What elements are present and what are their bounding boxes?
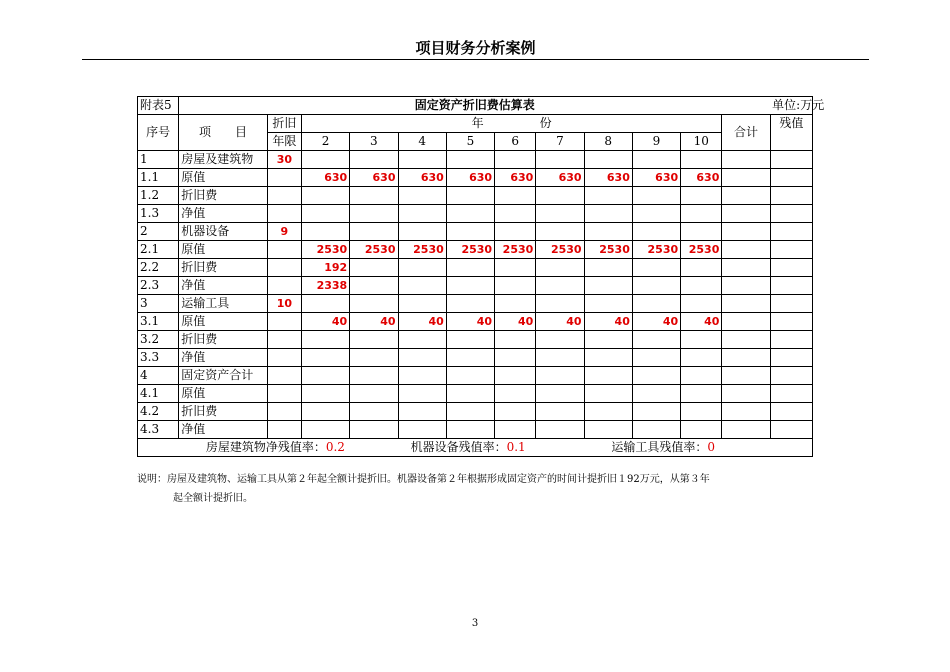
year-value-cell bbox=[495, 349, 536, 367]
year-value-cell bbox=[446, 295, 494, 313]
year-value-cell: 630 bbox=[446, 169, 494, 187]
year-value-cell bbox=[301, 151, 349, 169]
row-item: 折旧费 bbox=[179, 331, 268, 349]
year-value-cell bbox=[446, 259, 494, 277]
table-row bbox=[138, 313, 813, 331]
year-header-char-2: 份 bbox=[539, 116, 552, 130]
year-col-header: 7 bbox=[536, 133, 584, 151]
year-value-cell bbox=[398, 151, 446, 169]
year-value-cell bbox=[584, 205, 632, 223]
row-life bbox=[267, 331, 301, 349]
table-row bbox=[138, 277, 813, 295]
year-value-cell bbox=[584, 187, 632, 205]
residual-cell bbox=[770, 259, 812, 277]
residual-cell bbox=[770, 403, 812, 421]
year-value-cell bbox=[536, 403, 584, 421]
year-value-cell bbox=[495, 367, 536, 385]
year-col-header: 9 bbox=[632, 133, 680, 151]
year-value-cell bbox=[681, 259, 722, 277]
year-value-cell bbox=[398, 295, 446, 313]
row-life bbox=[267, 313, 301, 331]
life-header-bottom: 年限 bbox=[267, 133, 301, 151]
row-item: 原值 bbox=[179, 385, 268, 403]
seq-header: 序号 bbox=[138, 115, 179, 151]
year-value-cell bbox=[495, 151, 536, 169]
building-rate-value: 0.2 bbox=[325, 440, 345, 454]
year-value-cell bbox=[446, 277, 494, 295]
year-value-cell bbox=[632, 205, 680, 223]
year-value-cell bbox=[398, 205, 446, 223]
year-value-cell bbox=[584, 367, 632, 385]
row-seq: 4 bbox=[138, 367, 179, 385]
year-value-cell bbox=[446, 151, 494, 169]
row-item: 折旧费 bbox=[179, 187, 268, 205]
year-value-cell bbox=[398, 367, 446, 385]
year-value-cell bbox=[536, 205, 584, 223]
year-value-cell bbox=[350, 187, 398, 205]
year-value-cell bbox=[681, 151, 722, 169]
table-row bbox=[138, 223, 813, 241]
row-life bbox=[267, 421, 301, 439]
residual-cell bbox=[770, 223, 812, 241]
row-life bbox=[267, 277, 301, 295]
year-value-cell bbox=[536, 187, 584, 205]
year-value-cell bbox=[681, 295, 722, 313]
year-value-cell bbox=[584, 151, 632, 169]
year-value-cell: 630 bbox=[301, 169, 349, 187]
year-value-cell bbox=[301, 403, 349, 421]
year-value-cell: 630 bbox=[584, 169, 632, 187]
row-seq: 3.3 bbox=[138, 349, 179, 367]
total-cell bbox=[722, 367, 770, 385]
year-col-header: 3 bbox=[350, 133, 398, 151]
year-value-cell bbox=[350, 367, 398, 385]
year-value-cell bbox=[584, 403, 632, 421]
table-row bbox=[138, 349, 813, 367]
year-value-cell bbox=[446, 331, 494, 349]
year-value-cell: 2530 bbox=[681, 241, 722, 259]
machine-rate-value: 0.1 bbox=[506, 440, 526, 454]
transport-rate-label: 运输工具残值率： bbox=[611, 440, 708, 454]
year-value-cell bbox=[632, 151, 680, 169]
year-value-cell bbox=[350, 277, 398, 295]
table-title: 固定资产折旧费估算表 bbox=[179, 97, 770, 115]
table-row bbox=[138, 241, 813, 259]
table-row bbox=[138, 331, 813, 349]
row-seq: 4.1 bbox=[138, 385, 179, 403]
year-value-cell bbox=[495, 295, 536, 313]
total-cell bbox=[722, 151, 770, 169]
year-value-cell bbox=[681, 403, 722, 421]
year-header bbox=[301, 115, 721, 133]
total-cell bbox=[722, 313, 770, 331]
year-value-cell: 2338 bbox=[301, 277, 349, 295]
year-value-cell bbox=[681, 277, 722, 295]
residual-cell bbox=[770, 205, 812, 223]
year-value-cell bbox=[632, 277, 680, 295]
row-item: 固定资产合计 bbox=[179, 367, 268, 385]
row-item: 运输工具 bbox=[179, 295, 268, 313]
year-value-cell bbox=[301, 223, 349, 241]
row-seq: 4.3 bbox=[138, 421, 179, 439]
year-value-cell bbox=[584, 277, 632, 295]
total-cell bbox=[722, 205, 770, 223]
row-seq: 1 bbox=[138, 151, 179, 169]
header-row-1 bbox=[138, 115, 813, 133]
note-line-2: 起全额计提折旧。 bbox=[173, 493, 253, 504]
row-life bbox=[267, 241, 301, 259]
total-cell bbox=[722, 295, 770, 313]
row-item: 净值 bbox=[179, 277, 268, 295]
year-col-header: 5 bbox=[446, 133, 494, 151]
residual-rate-footer bbox=[138, 439, 813, 457]
year-value-cell bbox=[495, 421, 536, 439]
year-value-cell bbox=[632, 403, 680, 421]
year-value-cell bbox=[350, 421, 398, 439]
year-value-cell: 2530 bbox=[495, 241, 536, 259]
residual-cell bbox=[770, 421, 812, 439]
year-value-cell bbox=[446, 385, 494, 403]
total-cell bbox=[722, 187, 770, 205]
year-value-cell bbox=[681, 205, 722, 223]
year-value-cell bbox=[398, 421, 446, 439]
row-life bbox=[267, 187, 301, 205]
year-value-cell bbox=[301, 367, 349, 385]
year-value-cell bbox=[584, 295, 632, 313]
footer-row bbox=[138, 439, 813, 457]
year-value-cell bbox=[681, 331, 722, 349]
row-item: 净值 bbox=[179, 349, 268, 367]
table-row bbox=[138, 403, 813, 421]
machine-rate-label: 机器设备残值率： bbox=[410, 440, 507, 454]
row-seq: 2.3 bbox=[138, 277, 179, 295]
year-value-cell bbox=[632, 259, 680, 277]
row-item: 折旧费 bbox=[179, 403, 268, 421]
row-life: 30 bbox=[267, 151, 301, 169]
note-line-1: 说明：房屋及建筑物、运输工具从第２年起全额计提折旧。机器设备第２年根据形成固定资产的时间计提折旧１92万元，从第３年 bbox=[137, 474, 710, 485]
year-value-cell bbox=[584, 331, 632, 349]
table-row bbox=[138, 421, 813, 439]
table-row bbox=[138, 367, 813, 385]
year-col-header: 8 bbox=[584, 133, 632, 151]
row-life bbox=[267, 259, 301, 277]
year-value-cell bbox=[398, 187, 446, 205]
row-item: 原值 bbox=[179, 241, 268, 259]
row-seq: 3.2 bbox=[138, 331, 179, 349]
row-seq: 2.1 bbox=[138, 241, 179, 259]
year-value-cell bbox=[398, 331, 446, 349]
residual-cell bbox=[770, 277, 812, 295]
row-seq: 4.2 bbox=[138, 403, 179, 421]
header-rule bbox=[82, 59, 869, 60]
year-value-cell: 40 bbox=[495, 313, 536, 331]
year-value-cell bbox=[350, 223, 398, 241]
year-value-cell: 2530 bbox=[536, 241, 584, 259]
row-item: 折旧费 bbox=[179, 259, 268, 277]
year-value-cell bbox=[584, 349, 632, 367]
year-value-cell bbox=[632, 223, 680, 241]
row-seq: 1.1 bbox=[138, 169, 179, 187]
year-value-cell bbox=[495, 403, 536, 421]
year-header-char-1: 年 bbox=[471, 116, 484, 130]
residual-cell bbox=[770, 169, 812, 187]
year-value-cell bbox=[536, 259, 584, 277]
residual-cell bbox=[770, 187, 812, 205]
year-value-cell bbox=[495, 187, 536, 205]
year-value-cell bbox=[350, 385, 398, 403]
year-value-cell bbox=[536, 385, 584, 403]
year-value-cell: 630 bbox=[495, 169, 536, 187]
row-life bbox=[267, 169, 301, 187]
year-value-cell bbox=[584, 421, 632, 439]
year-value-cell bbox=[536, 151, 584, 169]
total-cell bbox=[722, 241, 770, 259]
table-row bbox=[138, 295, 813, 313]
row-life bbox=[267, 385, 301, 403]
year-value-cell bbox=[536, 331, 584, 349]
row-item: 原值 bbox=[179, 169, 268, 187]
year-value-cell bbox=[495, 259, 536, 277]
total-cell bbox=[722, 277, 770, 295]
year-value-cell bbox=[536, 367, 584, 385]
year-value-cell bbox=[350, 295, 398, 313]
residual-cell bbox=[770, 151, 812, 169]
year-value-cell bbox=[350, 403, 398, 421]
year-value-cell bbox=[536, 349, 584, 367]
row-seq: 1.2 bbox=[138, 187, 179, 205]
year-value-cell: 630 bbox=[350, 169, 398, 187]
total-cell bbox=[722, 421, 770, 439]
year-value-cell bbox=[495, 277, 536, 295]
total-cell bbox=[722, 403, 770, 421]
year-value-cell bbox=[398, 277, 446, 295]
year-value-cell bbox=[446, 403, 494, 421]
year-value-cell bbox=[350, 259, 398, 277]
year-col-header: 4 bbox=[398, 133, 446, 151]
year-value-cell bbox=[446, 349, 494, 367]
total-cell bbox=[722, 259, 770, 277]
residual-cell bbox=[770, 295, 812, 313]
year-value-cell bbox=[301, 331, 349, 349]
year-value-cell bbox=[632, 367, 680, 385]
item-header: 项 目 bbox=[179, 115, 268, 151]
row-seq: 3 bbox=[138, 295, 179, 313]
year-value-cell: 40 bbox=[632, 313, 680, 331]
year-value-cell bbox=[398, 403, 446, 421]
year-value-cell: 192 bbox=[301, 259, 349, 277]
row-item: 原值 bbox=[179, 313, 268, 331]
table-row bbox=[138, 205, 813, 223]
row-seq: 3.1 bbox=[138, 313, 179, 331]
residual-cell bbox=[770, 313, 812, 331]
year-value-cell bbox=[536, 223, 584, 241]
residual-header: 残值 bbox=[770, 115, 812, 151]
year-value-cell: 2530 bbox=[398, 241, 446, 259]
year-value-cell bbox=[350, 205, 398, 223]
year-value-cell bbox=[632, 187, 680, 205]
year-value-cell: 40 bbox=[681, 313, 722, 331]
year-value-cell bbox=[681, 385, 722, 403]
year-value-cell bbox=[584, 223, 632, 241]
page-header-title: 项目财务分析案例 bbox=[415, 39, 536, 57]
row-life bbox=[267, 403, 301, 421]
year-col-header: 2 bbox=[301, 133, 349, 151]
year-value-cell bbox=[446, 187, 494, 205]
year-value-cell bbox=[301, 385, 349, 403]
residual-cell bbox=[770, 385, 812, 403]
year-value-cell bbox=[350, 349, 398, 367]
year-value-cell bbox=[350, 331, 398, 349]
year-value-cell bbox=[495, 331, 536, 349]
residual-cell bbox=[770, 331, 812, 349]
year-value-cell bbox=[632, 385, 680, 403]
year-value-cell: 2530 bbox=[446, 241, 494, 259]
year-value-cell bbox=[584, 259, 632, 277]
total-cell bbox=[722, 169, 770, 187]
year-value-cell bbox=[632, 295, 680, 313]
year-value-cell bbox=[495, 223, 536, 241]
life-header-top: 折旧 bbox=[267, 115, 301, 133]
row-seq: 2.2 bbox=[138, 259, 179, 277]
year-value-cell bbox=[681, 349, 722, 367]
year-value-cell bbox=[398, 259, 446, 277]
year-value-cell bbox=[301, 187, 349, 205]
year-value-cell bbox=[536, 295, 584, 313]
row-life: 9 bbox=[267, 223, 301, 241]
year-value-cell: 40 bbox=[398, 313, 446, 331]
total-cell bbox=[722, 385, 770, 403]
year-value-cell: 40 bbox=[301, 313, 349, 331]
year-value-cell: 630 bbox=[536, 169, 584, 187]
row-item: 机器设备 bbox=[179, 223, 268, 241]
year-value-cell: 630 bbox=[681, 169, 722, 187]
year-value-cell bbox=[681, 421, 722, 439]
year-value-cell bbox=[632, 349, 680, 367]
year-value-cell: 40 bbox=[446, 313, 494, 331]
residual-cell bbox=[770, 349, 812, 367]
year-value-cell: 2530 bbox=[632, 241, 680, 259]
depreciation-table bbox=[137, 96, 825, 457]
residual-cell bbox=[770, 367, 812, 385]
total-cell bbox=[722, 349, 770, 367]
year-value-cell: 630 bbox=[632, 169, 680, 187]
row-life bbox=[267, 205, 301, 223]
year-value-cell bbox=[536, 421, 584, 439]
table-row bbox=[138, 169, 813, 187]
building-rate-label: 房屋建筑物净残值率： bbox=[205, 440, 326, 454]
explanatory-note bbox=[137, 470, 817, 508]
row-item: 净值 bbox=[179, 421, 268, 439]
total-header: 合计 bbox=[722, 115, 770, 151]
year-value-cell bbox=[495, 205, 536, 223]
year-value-cell bbox=[632, 421, 680, 439]
row-life bbox=[267, 349, 301, 367]
year-value-cell bbox=[584, 385, 632, 403]
year-col-header: 10 bbox=[681, 133, 722, 151]
total-cell bbox=[722, 331, 770, 349]
table-row bbox=[138, 259, 813, 277]
year-value-cell: 40 bbox=[350, 313, 398, 331]
page-number: 3 bbox=[471, 618, 479, 629]
year-value-cell bbox=[681, 367, 722, 385]
row-life: 10 bbox=[267, 295, 301, 313]
year-value-cell bbox=[350, 151, 398, 169]
year-value-cell bbox=[681, 223, 722, 241]
year-value-cell bbox=[446, 421, 494, 439]
residual-cell bbox=[770, 241, 812, 259]
row-item: 房屋及建筑物 bbox=[179, 151, 268, 169]
year-value-cell bbox=[632, 331, 680, 349]
table-title-row bbox=[138, 97, 813, 115]
unit-label: 单位:万元 bbox=[770, 97, 812, 115]
year-value-cell bbox=[446, 205, 494, 223]
year-value-cell: 2530 bbox=[350, 241, 398, 259]
row-seq: 1.3 bbox=[138, 205, 179, 223]
year-value-cell bbox=[495, 385, 536, 403]
total-cell bbox=[722, 223, 770, 241]
year-value-cell bbox=[398, 349, 446, 367]
row-item: 净值 bbox=[179, 205, 268, 223]
year-value-cell: 2530 bbox=[584, 241, 632, 259]
transport-rate-value: 0 bbox=[707, 440, 716, 454]
row-life bbox=[267, 367, 301, 385]
year-value-cell bbox=[301, 349, 349, 367]
year-value-cell bbox=[446, 367, 494, 385]
table-row bbox=[138, 151, 813, 169]
year-value-cell: 2530 bbox=[301, 241, 349, 259]
year-value-cell bbox=[398, 385, 446, 403]
year-value-cell: 40 bbox=[536, 313, 584, 331]
table-row bbox=[138, 187, 813, 205]
row-seq: 2 bbox=[138, 223, 179, 241]
appendix-label: 附表5 bbox=[138, 97, 179, 115]
year-value-cell bbox=[301, 295, 349, 313]
year-value-cell bbox=[398, 223, 446, 241]
year-value-cell bbox=[446, 223, 494, 241]
year-value-cell bbox=[301, 205, 349, 223]
year-value-cell: 630 bbox=[398, 169, 446, 187]
year-value-cell bbox=[536, 277, 584, 295]
table-row bbox=[138, 385, 813, 403]
year-value-cell bbox=[681, 187, 722, 205]
year-value-cell bbox=[301, 421, 349, 439]
year-value-cell: 40 bbox=[584, 313, 632, 331]
year-col-header: 6 bbox=[495, 133, 536, 151]
